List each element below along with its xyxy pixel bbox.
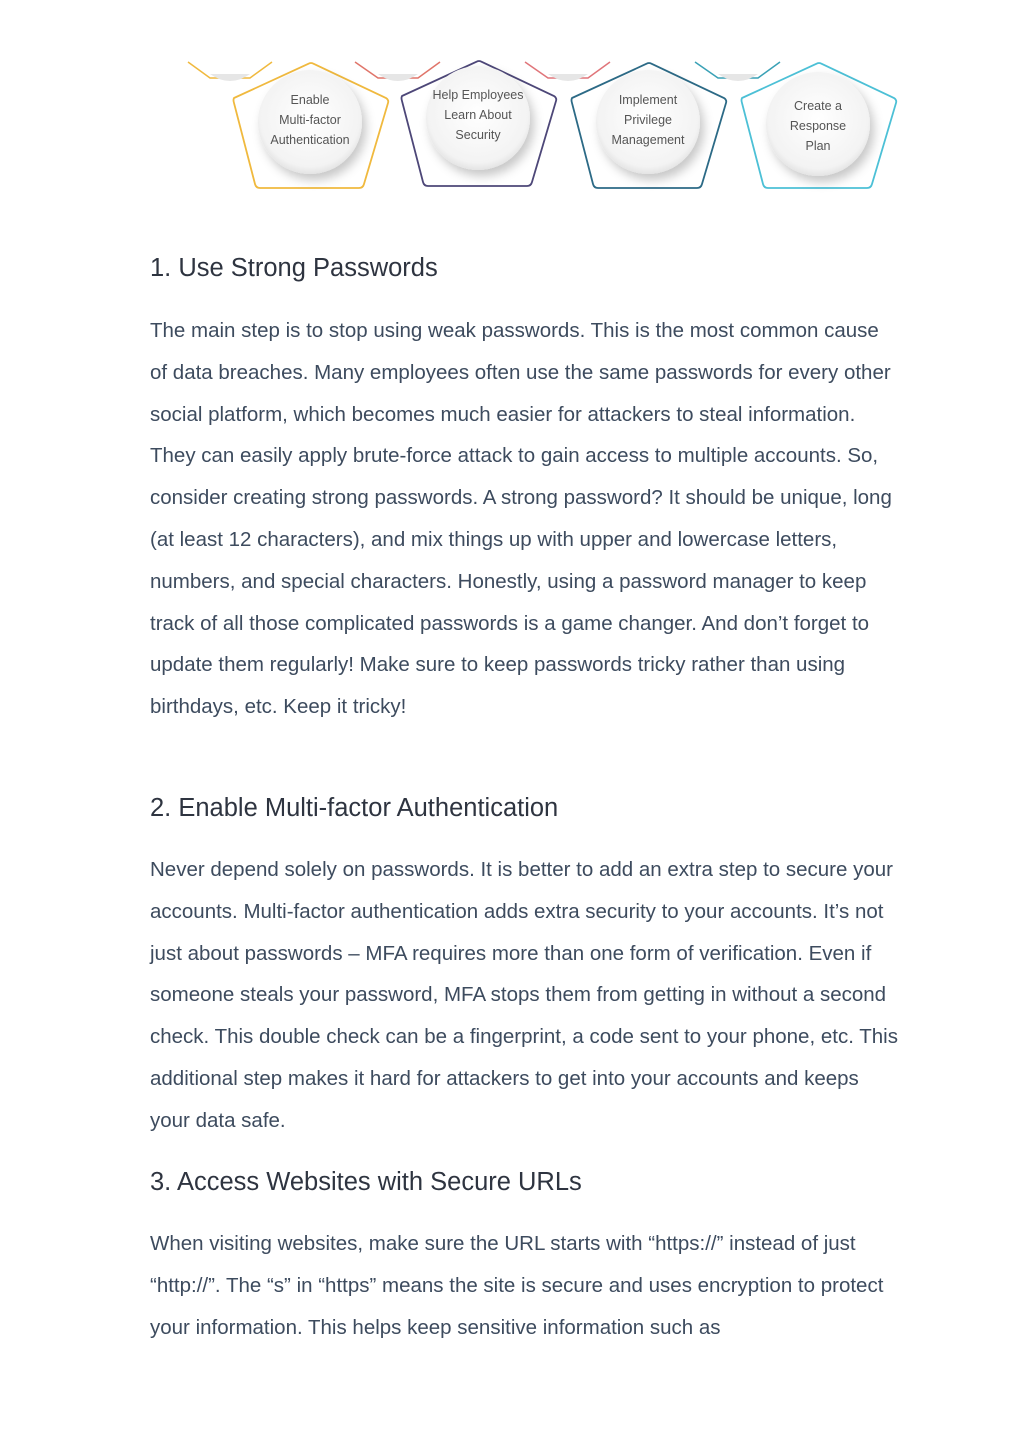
section-heading-1: 1. Use Strong Passwords [150, 254, 438, 282]
section-body-1: The main step is to stop using weak passwords. This is the most common cause of data breaches. Many employees often use the same passwords for every other social platform, which becomes much easier for attackers to steal information. They can easily apply brute-force attack to gain access to multiple accounts. So, consider creating strong passwords. A strong password? It should be unique, long (at least 12 characters), and mix things up with upper and lowercase letters, numbers, and special characters. Honestly, using a password manager to keep track of all those complicated passwords is a game changer. And don’t forget to update them regularly! Make sure to keep passwords tricky rather than using birthdays, etc. Keep it tricky! [150, 319, 892, 719]
section-heading-2: 2. Enable Multi-factor Authentication [150, 794, 559, 822]
section-body-3: When visiting websites, make sure the URL starts with “https://” instead of just “http://”. The “s” in “https” means the site is secure and uses encryption to protect your information. This helps keep sensitive information such as [150, 1232, 884, 1339]
step-label-1: Enable Multi-factor Authentication [270, 93, 350, 147]
step-label-3: Implement Privilege Management [611, 93, 685, 147]
security-steps-infographic [150, 50, 910, 210]
section-body-2: Never depend solely on passwords. It is better to add an extra step to secure your accounts. Multi-factor authentication adds extra security to your accounts. It’s not just about passwords – MFA requires more than one form of verification. Even if someone steals your password, MFA stops them from getting in without a second check. This double check can be a fingerprint, a code sent to your phone, etc. This additional step makes it hard for attackers to get into your accounts and keeps your data safe. [150, 858, 898, 1132]
step-label-4: Create a Response Plan [789, 99, 847, 153]
step-label-2: Help Employees Learn About Security [432, 88, 524, 142]
section-heading-3: 3. Access Websites with Secure URLs [150, 1168, 582, 1196]
